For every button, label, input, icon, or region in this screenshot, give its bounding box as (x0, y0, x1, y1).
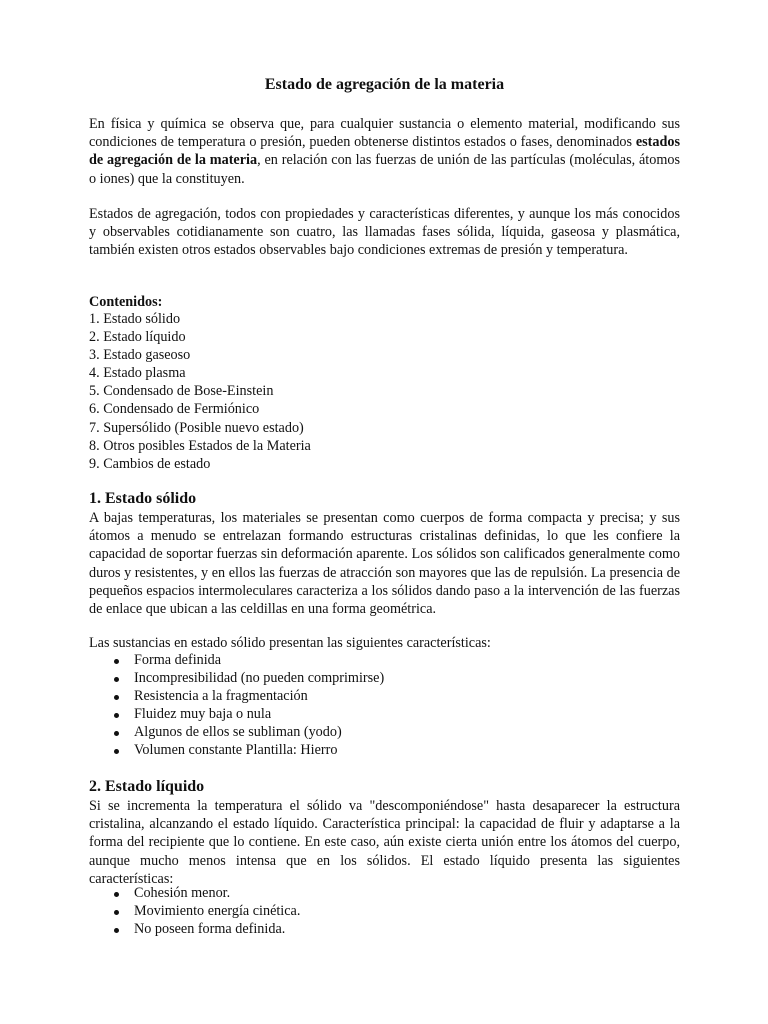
bullet-text: Movimiento energía cinética. (134, 902, 301, 919)
intro-text-end: , en relación con las fuerzas de unión de las partículas (moléculas, átomos o iones) que la constituyen. (89, 152, 680, 187)
bullet-item (89, 724, 384, 742)
bullet-icon (114, 749, 119, 754)
page-title: Estado de agregación de la materia (264, 76, 505, 93)
section1-heading: 1. Estado sólido (89, 490, 197, 507)
bullet-icon (114, 928, 119, 933)
bullet-item (89, 670, 384, 688)
bullet-text: Algunos de ellos se subliman (yodo) (134, 723, 342, 740)
bullet-icon (114, 892, 119, 897)
contents-item: 8. Otros posibles Estados de la Materia (89, 437, 311, 454)
contents-item: 3. Estado gaseoso (89, 347, 191, 364)
bullet-icon (114, 659, 119, 664)
intro-bold-term: estados de agregación de la materia (89, 134, 680, 169)
contents-item: 9. Cambios de estado (89, 455, 211, 472)
bullet-icon (114, 677, 119, 682)
bullet-text: Resistencia a la fragmentación (134, 687, 308, 704)
section1-intro: Las sustancias en estado sólido presentan las siguientes características: (89, 635, 491, 651)
section2-paragraph: Si se incrementa la temperatura el sólido va "descomponiéndose" hasta desaparecer la estructura cristalina, alcanzando el estado líquido. Característica principal: la capacidad de fluir y adaptarse a la forma del recipiente que lo contiene. En este caso, aún existe cierta unión entre los átomos del cuerpo, aunque mucho menos intensa que en los sólidos. El estado líquido presenta las siguientes características: (89, 798, 680, 887)
contents-item: 4. Estado plasma (89, 365, 186, 382)
bullet-item (89, 688, 384, 706)
bullet-icon (114, 731, 119, 736)
section2-heading: 2. Estado líquido (89, 778, 205, 795)
contents-item: 6. Condensado de Fermiónico (89, 401, 260, 418)
second-paragraph: Estados de agregación, todos con propiedades y características diferentes, y aunque los más conocidos y observables cotidianamente son cuatro, las llamadas fases sólida, líquida, gaseosa y plasmática, también existen otros estados observables bajo condiciones extremas de presión y temperatura. (89, 206, 680, 259)
section1-paragraph: A bajas temperaturas, los materiales se presentan como cuerpos de forma compacta y precisa; y sus átomos a menudo se entrelazan formando estructuras cristalinas definidas, lo que les confiere la capacidad de soportar fuerzas sin deformación aparente. Los sólidos son calificados generalmente como duros y resistentes, y en ellos las fuerzas de atracción son mayores que las de repulsión. La presencia de pequeños espacios intermoleculares caracteriza a los sólidos dando paso a la intervención de las fuerzas de enlace que ubican a las celdillas en una forma geométrica. (89, 510, 680, 618)
bullet-text: Cohesión menor. (134, 885, 231, 901)
bullet-item (89, 921, 300, 939)
bullet-icon (114, 695, 119, 700)
bullet-item (89, 652, 384, 670)
section1-bullets (89, 652, 384, 759)
bullet-icon (114, 910, 119, 915)
bullet-text: Forma definida (134, 652, 222, 668)
contents-item: 7. Supersólido (Posible nuevo estado) (89, 419, 304, 436)
bullet-item (89, 706, 384, 724)
intro-paragraph (89, 115, 680, 188)
bullet-icon (114, 713, 119, 718)
bullet-text: Volumen constante Plantilla: Hierro (134, 741, 338, 758)
intro-text-start: En física y química se observa que, para cualquier sustancia o elemento material, modificando sus condiciones de temperatura o presión, pueden obtenerse distintos estados o fases, denominados (89, 116, 680, 151)
contents-heading: Contenidos: (89, 294, 163, 310)
bullet-item (89, 885, 300, 903)
bullet-item (89, 903, 300, 921)
section2-bullets (89, 885, 300, 939)
bullet-text: Incompresibilidad (no pueden comprimirse) (134, 669, 385, 686)
bullet-item (89, 742, 384, 760)
bullet-text: No poseen forma definida. (134, 920, 286, 937)
contents-item: 5. Condensado de Bose-Einstein (89, 383, 274, 400)
contents-list (89, 310, 311, 473)
bullet-text: Fluidez muy baja o nula (134, 705, 272, 722)
contents-item: 1. Estado sólido (89, 311, 181, 327)
contents-item: 2. Estado líquido (89, 329, 186, 346)
